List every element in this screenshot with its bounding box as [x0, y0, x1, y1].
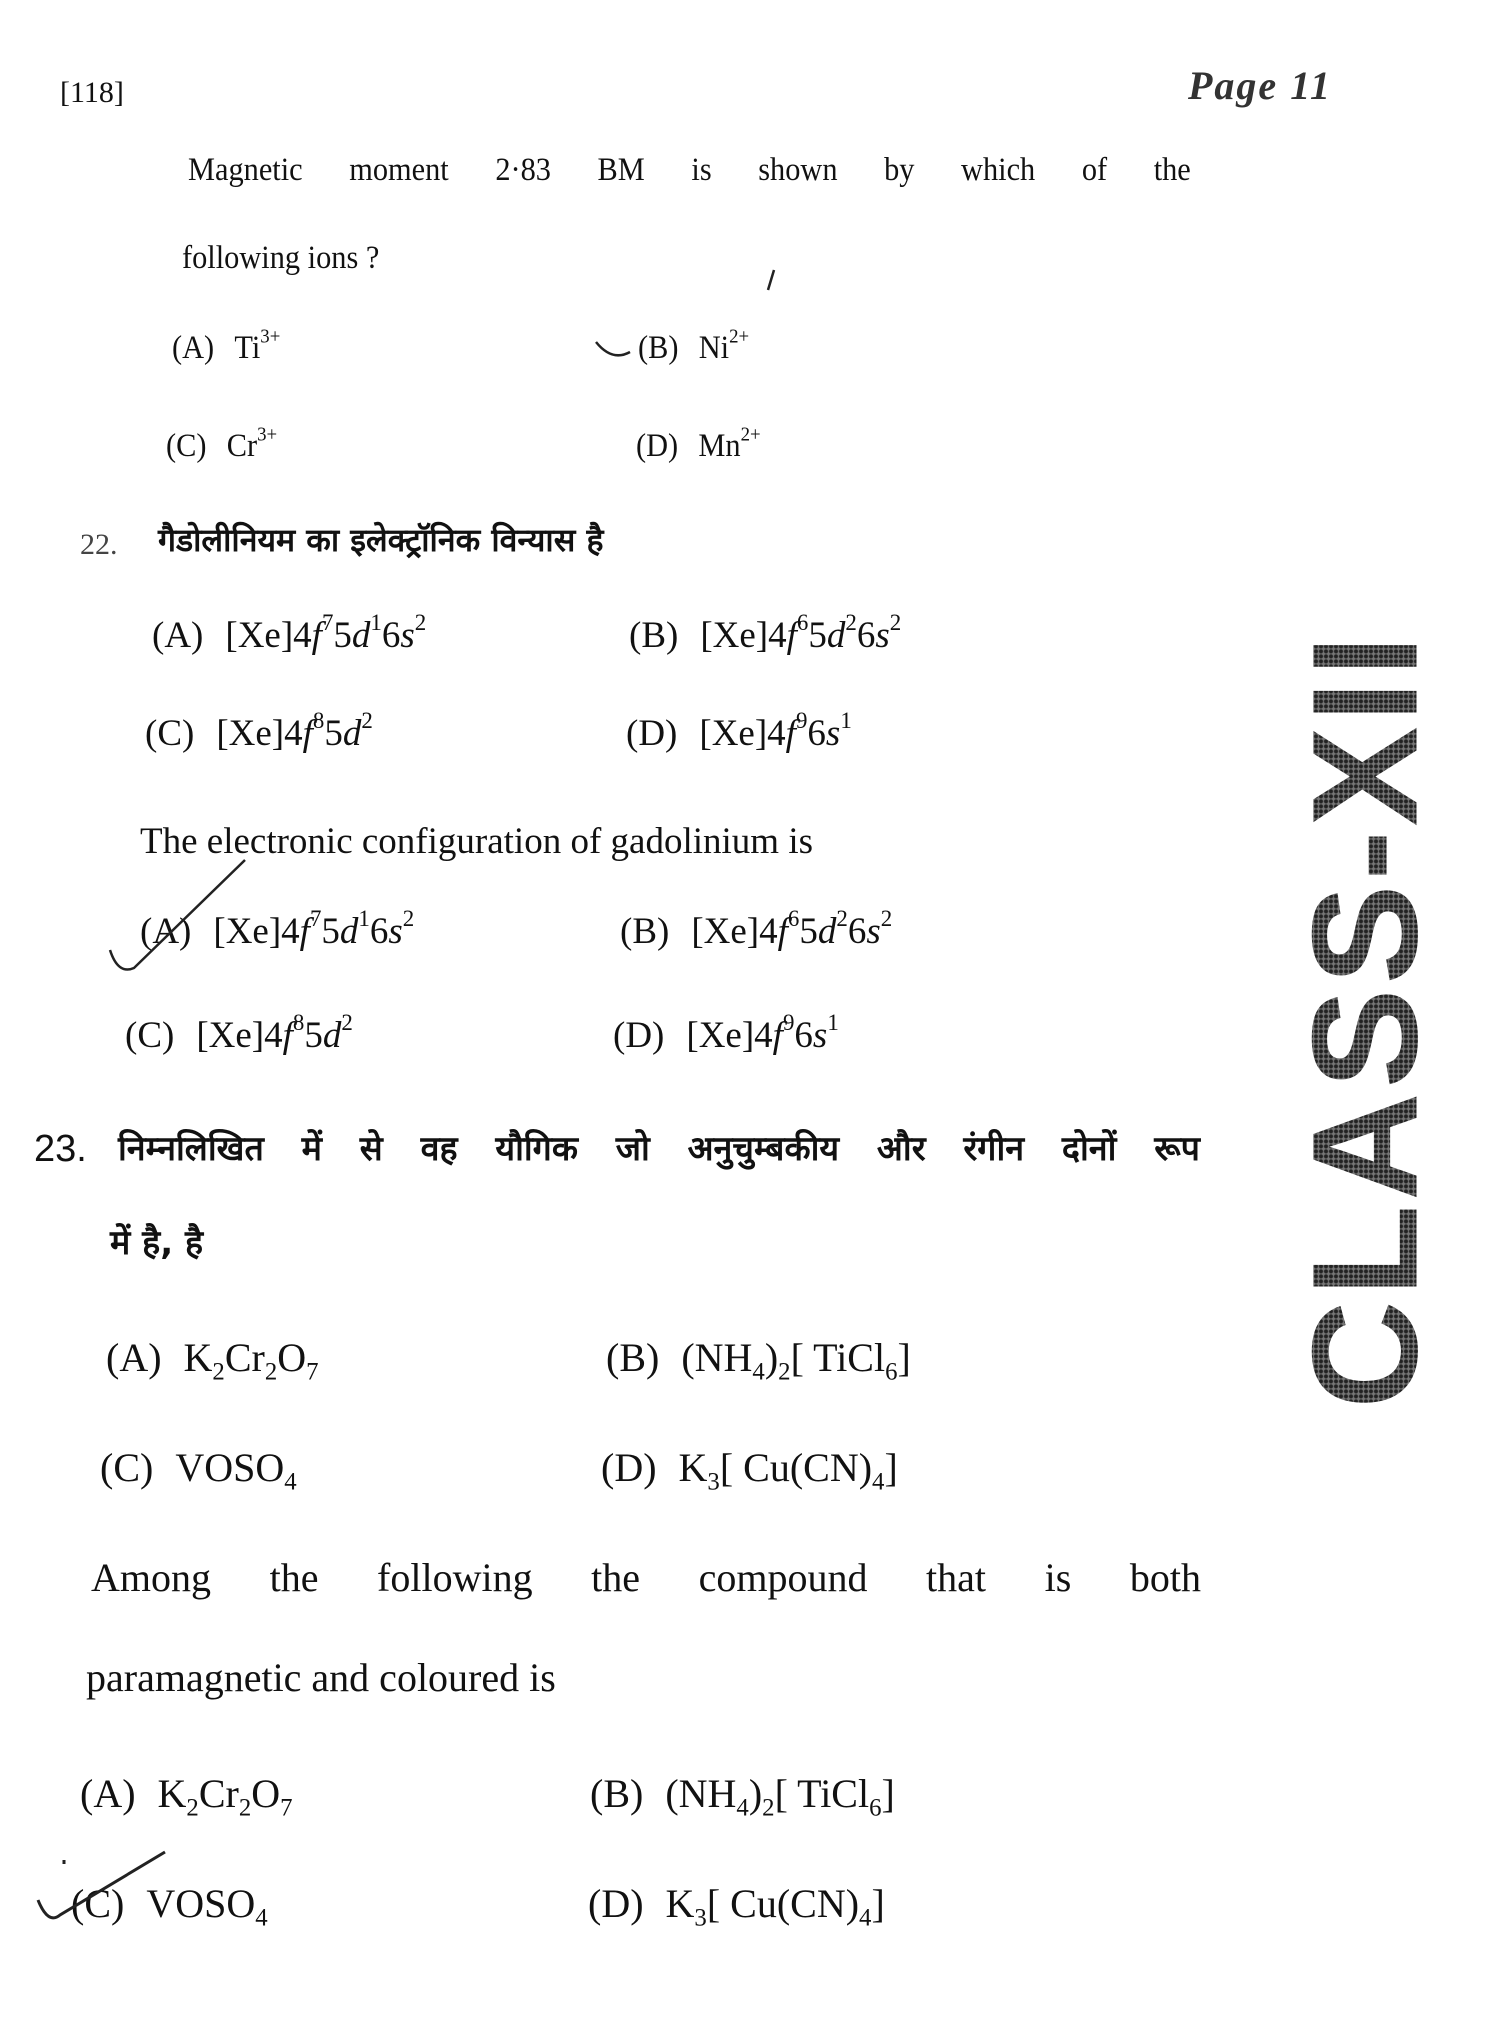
formula-sup: 8 [312, 707, 325, 733]
formula-sub: 7 [280, 1794, 293, 1822]
formula-sub: 3 [694, 1904, 707, 1932]
formula-i: d [342, 713, 362, 754]
formula-sup: 1 [840, 707, 852, 733]
formula-i: f [786, 615, 797, 656]
page-number: [118] [60, 76, 124, 109]
q22-english-option-a [140, 905, 415, 953]
formula-i: d [322, 1015, 342, 1056]
formula-sup: 6 [787, 905, 800, 931]
formula-text: 6 [856, 615, 876, 656]
q23-hindi-option-d [601, 1444, 898, 1496]
formula-i: s [875, 615, 890, 656]
formula-i: d [339, 911, 359, 952]
formula-text: ] [884, 1445, 898, 1490]
option-label: (C) [100, 1445, 154, 1490]
formula-sup: 2 [845, 609, 857, 635]
option-formula [196, 1009, 353, 1056]
option-formula [686, 1009, 839, 1056]
formula-sup: 9 [795, 707, 808, 733]
formula-text: 6 [794, 1015, 813, 1056]
formula-text: 5 [321, 911, 340, 952]
q23-english-option-c [71, 1880, 268, 1932]
q23-english-option-a [80, 1770, 293, 1822]
option-label: (D) [636, 428, 679, 464]
formula-text: 5 [808, 615, 827, 656]
formula-text: VOSO [146, 1881, 256, 1926]
q21-option-a [172, 325, 281, 367]
formula-text: [Xe]4 [213, 911, 300, 952]
formula-text: [Xe]4 [225, 615, 312, 656]
formula-text: ] [897, 1335, 911, 1380]
q22-hindi-option-d [626, 707, 852, 755]
formula-sub: 2 [186, 1794, 199, 1822]
formula-sup: 2 [414, 609, 427, 635]
formula-text: 6 [381, 615, 401, 656]
option-label: (B) [620, 911, 670, 952]
formula-text: [ TiCl [790, 1335, 886, 1380]
option-formula [157, 1771, 293, 1822]
option-formula [691, 905, 893, 952]
q22-hindi-text: गैडोलीनियम का इलेक्ट्रॉनिक विन्यास है [158, 521, 604, 559]
formula-sub: 2 [212, 1358, 225, 1386]
formula-i: f [772, 1015, 783, 1056]
formula-sub: 2 [762, 1794, 775, 1822]
formula-sup: 6 [796, 609, 809, 635]
formula-i: s [825, 713, 841, 754]
formula-sub: 6 [869, 1794, 882, 1822]
option-formula [175, 1445, 297, 1496]
formula-sub: 6 [885, 1358, 898, 1386]
formula-sup: 2 [836, 905, 848, 931]
formula-text: Cr [198, 1771, 239, 1816]
option-formula [234, 325, 281, 366]
formula-sup: 2 [880, 905, 893, 931]
formula-text: Cr [224, 1335, 265, 1380]
formula-text: O [277, 1335, 307, 1380]
option-formula [146, 1881, 268, 1932]
q22-hindi-option-c [145, 707, 373, 755]
formula-sup: 8 [292, 1009, 305, 1035]
formula-sub: 7 [306, 1358, 319, 1386]
option-formula [216, 707, 373, 754]
q22-english-option-d [613, 1009, 839, 1057]
option-formula [678, 1445, 898, 1496]
formula-text: 5 [799, 911, 818, 952]
option-formula [700, 609, 902, 656]
formula-text: [Xe]4 [700, 615, 787, 656]
q22-english-option-b [620, 905, 893, 953]
q23-number: 23. [34, 1128, 87, 1170]
formula-sup: 1 [370, 609, 382, 635]
formula-text: K [183, 1335, 213, 1380]
formula-text: [ TiCl [774, 1771, 870, 1816]
option-label: (A) [106, 1335, 162, 1380]
formula-text: (NH [681, 1335, 753, 1380]
option-label: (A) [140, 911, 192, 952]
option-formula [681, 1335, 911, 1386]
formula-text: [Xe]4 [686, 1015, 773, 1056]
q23-hindi-line1: निम्नलिखित में से वह यौगिक जो अनुचुम्बकीय और रंगीन दोनों रूप [118, 1129, 1200, 1169]
formula-sub: 2 [778, 1358, 791, 1386]
formula-text: [ Cu(CN) [706, 1881, 860, 1926]
formula-sup: 9 [782, 1009, 795, 1035]
formula-i: f [785, 713, 796, 754]
formula-sup: 2 [341, 1009, 353, 1035]
formula-sub: 4 [284, 1468, 297, 1496]
class-xii-banner: CLASS-XII [1279, 631, 1452, 1409]
q22-hindi-option-a [152, 609, 427, 657]
option-formula [183, 1335, 319, 1386]
formula-text: 5 [333, 615, 352, 656]
formula-sub: 4 [872, 1468, 885, 1496]
option-label: (D) [588, 1881, 644, 1926]
formula-text: [Xe]4 [196, 1015, 283, 1056]
formula-i: f [299, 911, 310, 952]
tick-mark-q23-c [0, 0, 1, 1]
option-label: (C) [71, 1881, 125, 1926]
q22-english-text: The electronic configuration of gadolinium is [140, 821, 813, 862]
option-label: (D) [613, 1015, 665, 1056]
q23-hindi-option-c [100, 1444, 297, 1496]
formula-text: ) [748, 1771, 763, 1816]
formula-text: K [665, 1881, 695, 1926]
formula-sub: 2 [238, 1794, 252, 1822]
option-formula [213, 905, 415, 952]
formula-text: 6 [847, 911, 867, 952]
formula-text: [ Cu(CN) [719, 1445, 873, 1490]
formula-sup: 2 [361, 707, 373, 733]
q21-text-line2: following ions ? [182, 240, 380, 276]
formula-sup: 2+ [740, 423, 761, 446]
q23-english-option-d [588, 1880, 885, 1932]
formula-i: f [302, 713, 313, 754]
option-label: (D) [601, 1445, 657, 1490]
formula-sub: 2 [264, 1358, 278, 1386]
option-label: (A) [172, 330, 215, 366]
formula-i: s [866, 911, 881, 952]
formula-sup: 2 [889, 609, 902, 635]
option-label: (A) [152, 615, 204, 656]
formula-text: ] [871, 1881, 885, 1926]
formula-i: s [388, 911, 403, 952]
option-label: (C) [166, 428, 207, 464]
formula-i: f [777, 911, 788, 952]
option-formula [665, 1771, 895, 1822]
formula-text: 6 [807, 713, 826, 754]
q22-number: 22. [80, 528, 118, 561]
formula-i: d [817, 911, 837, 952]
option-label: (B) [629, 615, 679, 656]
formula-text: Ni [698, 330, 730, 366]
formula-sup: 1 [358, 905, 370, 931]
formula-text: 5 [304, 1015, 323, 1056]
q23-hindi-option-b [606, 1334, 911, 1386]
formula-sub: 4 [255, 1904, 268, 1932]
q21-text-line1: Magnetic moment 2·83 BM is shown by which of the [188, 152, 1191, 188]
q22-hindi-option-b [629, 609, 902, 657]
option-label: (C) [145, 713, 195, 754]
option-formula [665, 1881, 885, 1932]
page-label: Page 11 [1188, 63, 1332, 108]
formula-i: f [311, 615, 322, 656]
formula-text: 5 [324, 713, 343, 754]
formula-text: 6 [369, 911, 389, 952]
q23-english-line2: paramagnetic and coloured is [86, 1655, 556, 1700]
formula-i: s [400, 615, 415, 656]
formula-text: K [157, 1771, 187, 1816]
option-label: (C) [125, 1015, 175, 1056]
formula-sup: 7 [309, 905, 322, 931]
formula-text: [Xe]4 [216, 713, 303, 754]
formula-sub: 4 [859, 1904, 872, 1932]
formula-sup: 1 [827, 1009, 839, 1035]
q21-option-c [166, 423, 278, 465]
formula-text: ] [881, 1771, 895, 1816]
q23-hindi-line2: में है, है [110, 1223, 204, 1263]
option-formula [699, 707, 852, 754]
option-label: (B) [606, 1335, 660, 1380]
formula-text: (NH [665, 1771, 737, 1816]
formula-i: s [812, 1015, 828, 1056]
q23-english-option-b [590, 1770, 895, 1822]
formula-text: Mn [698, 428, 741, 464]
formula-sub: 4 [752, 1358, 765, 1386]
formula-text: ) [764, 1335, 779, 1380]
formula-sup: 3+ [257, 423, 278, 446]
q21-option-b [638, 325, 750, 367]
formula-text: VOSO [175, 1445, 285, 1490]
formula-sup: 7 [321, 609, 334, 635]
formula-text: [Xe]4 [691, 911, 778, 952]
formula-sup: 2 [402, 905, 415, 931]
formula-i: d [351, 615, 371, 656]
formula-text: [Xe]4 [699, 713, 786, 754]
option-label: (B) [590, 1771, 644, 1816]
formula-text: Ti [234, 330, 261, 366]
q23-english-line1: Among the following the compound that is both [91, 1555, 1201, 1600]
q22-english-option-c [125, 1009, 353, 1057]
option-label: (B) [638, 330, 679, 366]
formula-text: Cr [226, 428, 258, 464]
formula-i: f [282, 1015, 293, 1056]
option-formula [698, 325, 750, 366]
formula-i: d [826, 615, 846, 656]
option-label: (A) [80, 1771, 136, 1816]
formula-text: K [678, 1445, 708, 1490]
formula-sup: 3+ [260, 325, 281, 348]
q23-hindi-option-a [106, 1334, 319, 1386]
q21-option-d [636, 423, 761, 465]
option-formula [225, 609, 427, 656]
formula-sub: 3 [707, 1468, 720, 1496]
option-label: (D) [626, 713, 678, 754]
option-formula [698, 423, 761, 464]
formula-text: O [251, 1771, 281, 1816]
formula-sup: 2+ [729, 325, 750, 348]
option-formula [226, 423, 278, 464]
formula-sub: 4 [736, 1794, 749, 1822]
